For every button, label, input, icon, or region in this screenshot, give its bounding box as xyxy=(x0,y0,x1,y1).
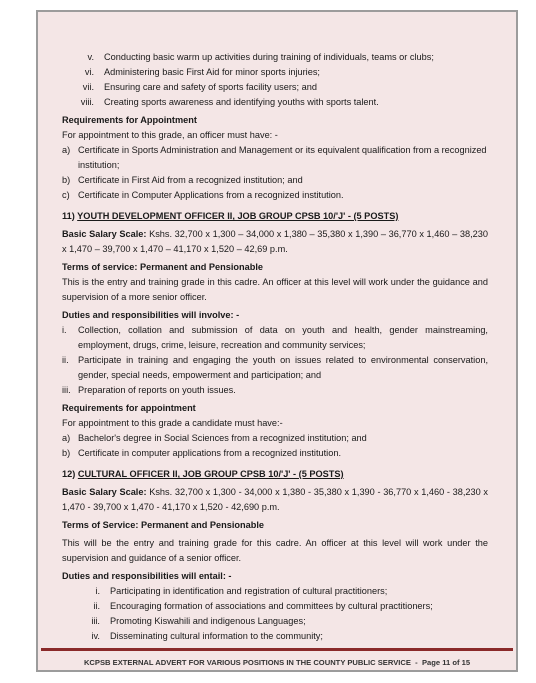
list-item xyxy=(62,50,488,65)
list-item xyxy=(62,65,488,80)
list-item xyxy=(62,446,488,461)
terms-heading: Terms of Service: Permanent and Pensionable xyxy=(62,520,265,530)
footer-divider xyxy=(41,648,513,651)
footer-separator: - xyxy=(415,658,418,667)
list-number: ii. xyxy=(62,355,69,365)
list-item xyxy=(62,143,488,173)
list-number: iii. xyxy=(62,385,71,395)
list-text: Bachelor's degree in Social Sciences from a recognized institution; and xyxy=(78,433,367,443)
list-number: a) xyxy=(62,145,71,155)
post-12-heading xyxy=(62,467,488,482)
list-number: iv. xyxy=(91,631,100,641)
list-text: Administering basic First Aid for minor sports injuries; xyxy=(104,67,320,77)
list-text: Encouraging formation of associations and committees by cultural practitioners; xyxy=(110,601,433,611)
list-item xyxy=(62,629,488,644)
list-text: Creating sports awareness and identifying youths with sports talent. xyxy=(104,97,379,107)
post-title: YOUTH DEVELOPMENT OFFICER II, JOB GROUP CPSB 10/'J' - (5 POSTS) xyxy=(77,211,399,221)
list-number: b) xyxy=(62,175,71,185)
list-item xyxy=(62,614,488,629)
footer-text: KCPSB EXTERNAL ADVERT FOR VARIOUS POSITIONS IN THE COUNTY PUBLIC SERVICE xyxy=(83,658,411,667)
requirements-intro: For appointment to this grade a candidate must have:- xyxy=(62,418,283,428)
salary-label: Basic Salary Scale: xyxy=(62,229,147,239)
list-number: a) xyxy=(62,433,71,443)
list-number: vi. xyxy=(84,67,94,77)
list-item xyxy=(62,80,488,95)
list-text: Preparation of reports on youth issues. xyxy=(78,385,236,395)
list-text: Ensuring care and safety of sports facility users; and xyxy=(104,82,317,92)
list-item xyxy=(62,431,488,446)
requirements-intro: For appointment to this grade, an officer must have: - xyxy=(62,130,278,140)
list-text: Participating in identification and registration of cultural practitioners; xyxy=(110,586,388,596)
salary-text: Kshs. 32,700 x 1,300 – 34,000 x 1,380 – 35,380 x 1,390 – 36,770 x 1,460 – 38,230 x 1,470 – 39,700 x 1,470 – 41,170 x 1,520 – 42,69 p.m. xyxy=(62,229,488,254)
salary-label: Basic Salary Scale: xyxy=(62,487,147,497)
terms-heading: Terms of service: Permanent and Pensionable xyxy=(62,262,264,272)
list-number: ii. xyxy=(93,601,100,611)
duties-list-previous xyxy=(62,50,488,110)
list-item xyxy=(62,173,488,188)
page-footer xyxy=(38,658,516,667)
page-content xyxy=(62,50,488,644)
requirements-heading: Requirements for appointment xyxy=(62,403,196,413)
duties-heading: Duties and responsibilities will entail: - xyxy=(62,571,232,581)
duties-heading: Duties and responsibilities will involve: - xyxy=(62,310,240,320)
post-number: 12) xyxy=(62,469,76,479)
list-number: vii. xyxy=(82,82,94,92)
post-title: CULTURAL OFFICER II, JOB GROUP CPSB 10/'J' - (5 POSTS) xyxy=(77,469,344,479)
list-item xyxy=(62,188,488,203)
list-number: b) xyxy=(62,448,71,458)
post-number: 11) xyxy=(62,211,75,221)
page-number: Page 11 of 15 xyxy=(421,658,471,667)
terms-text: This will be the entry and training grade for this cadre. An officer at this level will work under the supervision and guidance of a senior officer. xyxy=(62,538,488,563)
list-text: Certificate in First Aid from a recognized institution; and xyxy=(78,175,303,185)
list-item xyxy=(62,599,488,614)
list-number: viii. xyxy=(80,97,94,107)
list-item xyxy=(62,353,488,383)
salary-scale xyxy=(62,227,488,257)
list-number: i. xyxy=(62,325,67,335)
requirements-heading: Requirements for Appointment xyxy=(62,115,197,125)
list-item xyxy=(62,95,488,110)
list-number: iii. xyxy=(91,616,100,626)
list-text: Certificate in computer applications from a recognized institution. xyxy=(78,448,341,458)
list-text: Promoting Kiswahili and indigenous Languages; xyxy=(110,616,306,626)
list-text: Disseminating cultural information to the community; xyxy=(110,631,323,641)
list-item xyxy=(62,383,488,398)
list-text: Conducting basic warm up activities during training of individuals, teams or clubs; xyxy=(104,52,434,62)
list-number: v. xyxy=(87,52,94,62)
list-text: Certificate in Sports Administration and Management or its equivalent qualification from a recognized institution; xyxy=(78,145,487,170)
terms-text: This is the entry and training grade in this cadre. An officer at this level will work under the guidance and supervision of a more senior officer. xyxy=(62,277,488,302)
list-number: c) xyxy=(62,190,70,200)
list-item xyxy=(62,323,488,353)
salary-text: Kshs. 32,700 x 1,300 - 34,000 x 1,380 - 35,380 x 1,390 - 36,770 x 1,460 - 38,230 x 1,470 - 39,700 x 1,470 - 41,170 x 1,520 - 42,690 p.m. xyxy=(62,487,489,512)
list-text: Certificate in Computer Applications from a recognized institution. xyxy=(78,190,344,200)
salary-scale xyxy=(62,485,488,515)
list-number: i. xyxy=(95,586,100,596)
list-text: Participate in training and engaging the youth on issues related to environmental conservation, gender, special needs, empowerment and participation; and xyxy=(78,355,488,380)
list-text: Collection, collation and submission of data on youth and health, gender mainstreaming, employment, drugs, crime, leisure, recreation and community services; xyxy=(78,325,488,350)
document-page xyxy=(36,10,518,672)
post-11-heading xyxy=(62,209,488,224)
list-item xyxy=(62,584,488,599)
